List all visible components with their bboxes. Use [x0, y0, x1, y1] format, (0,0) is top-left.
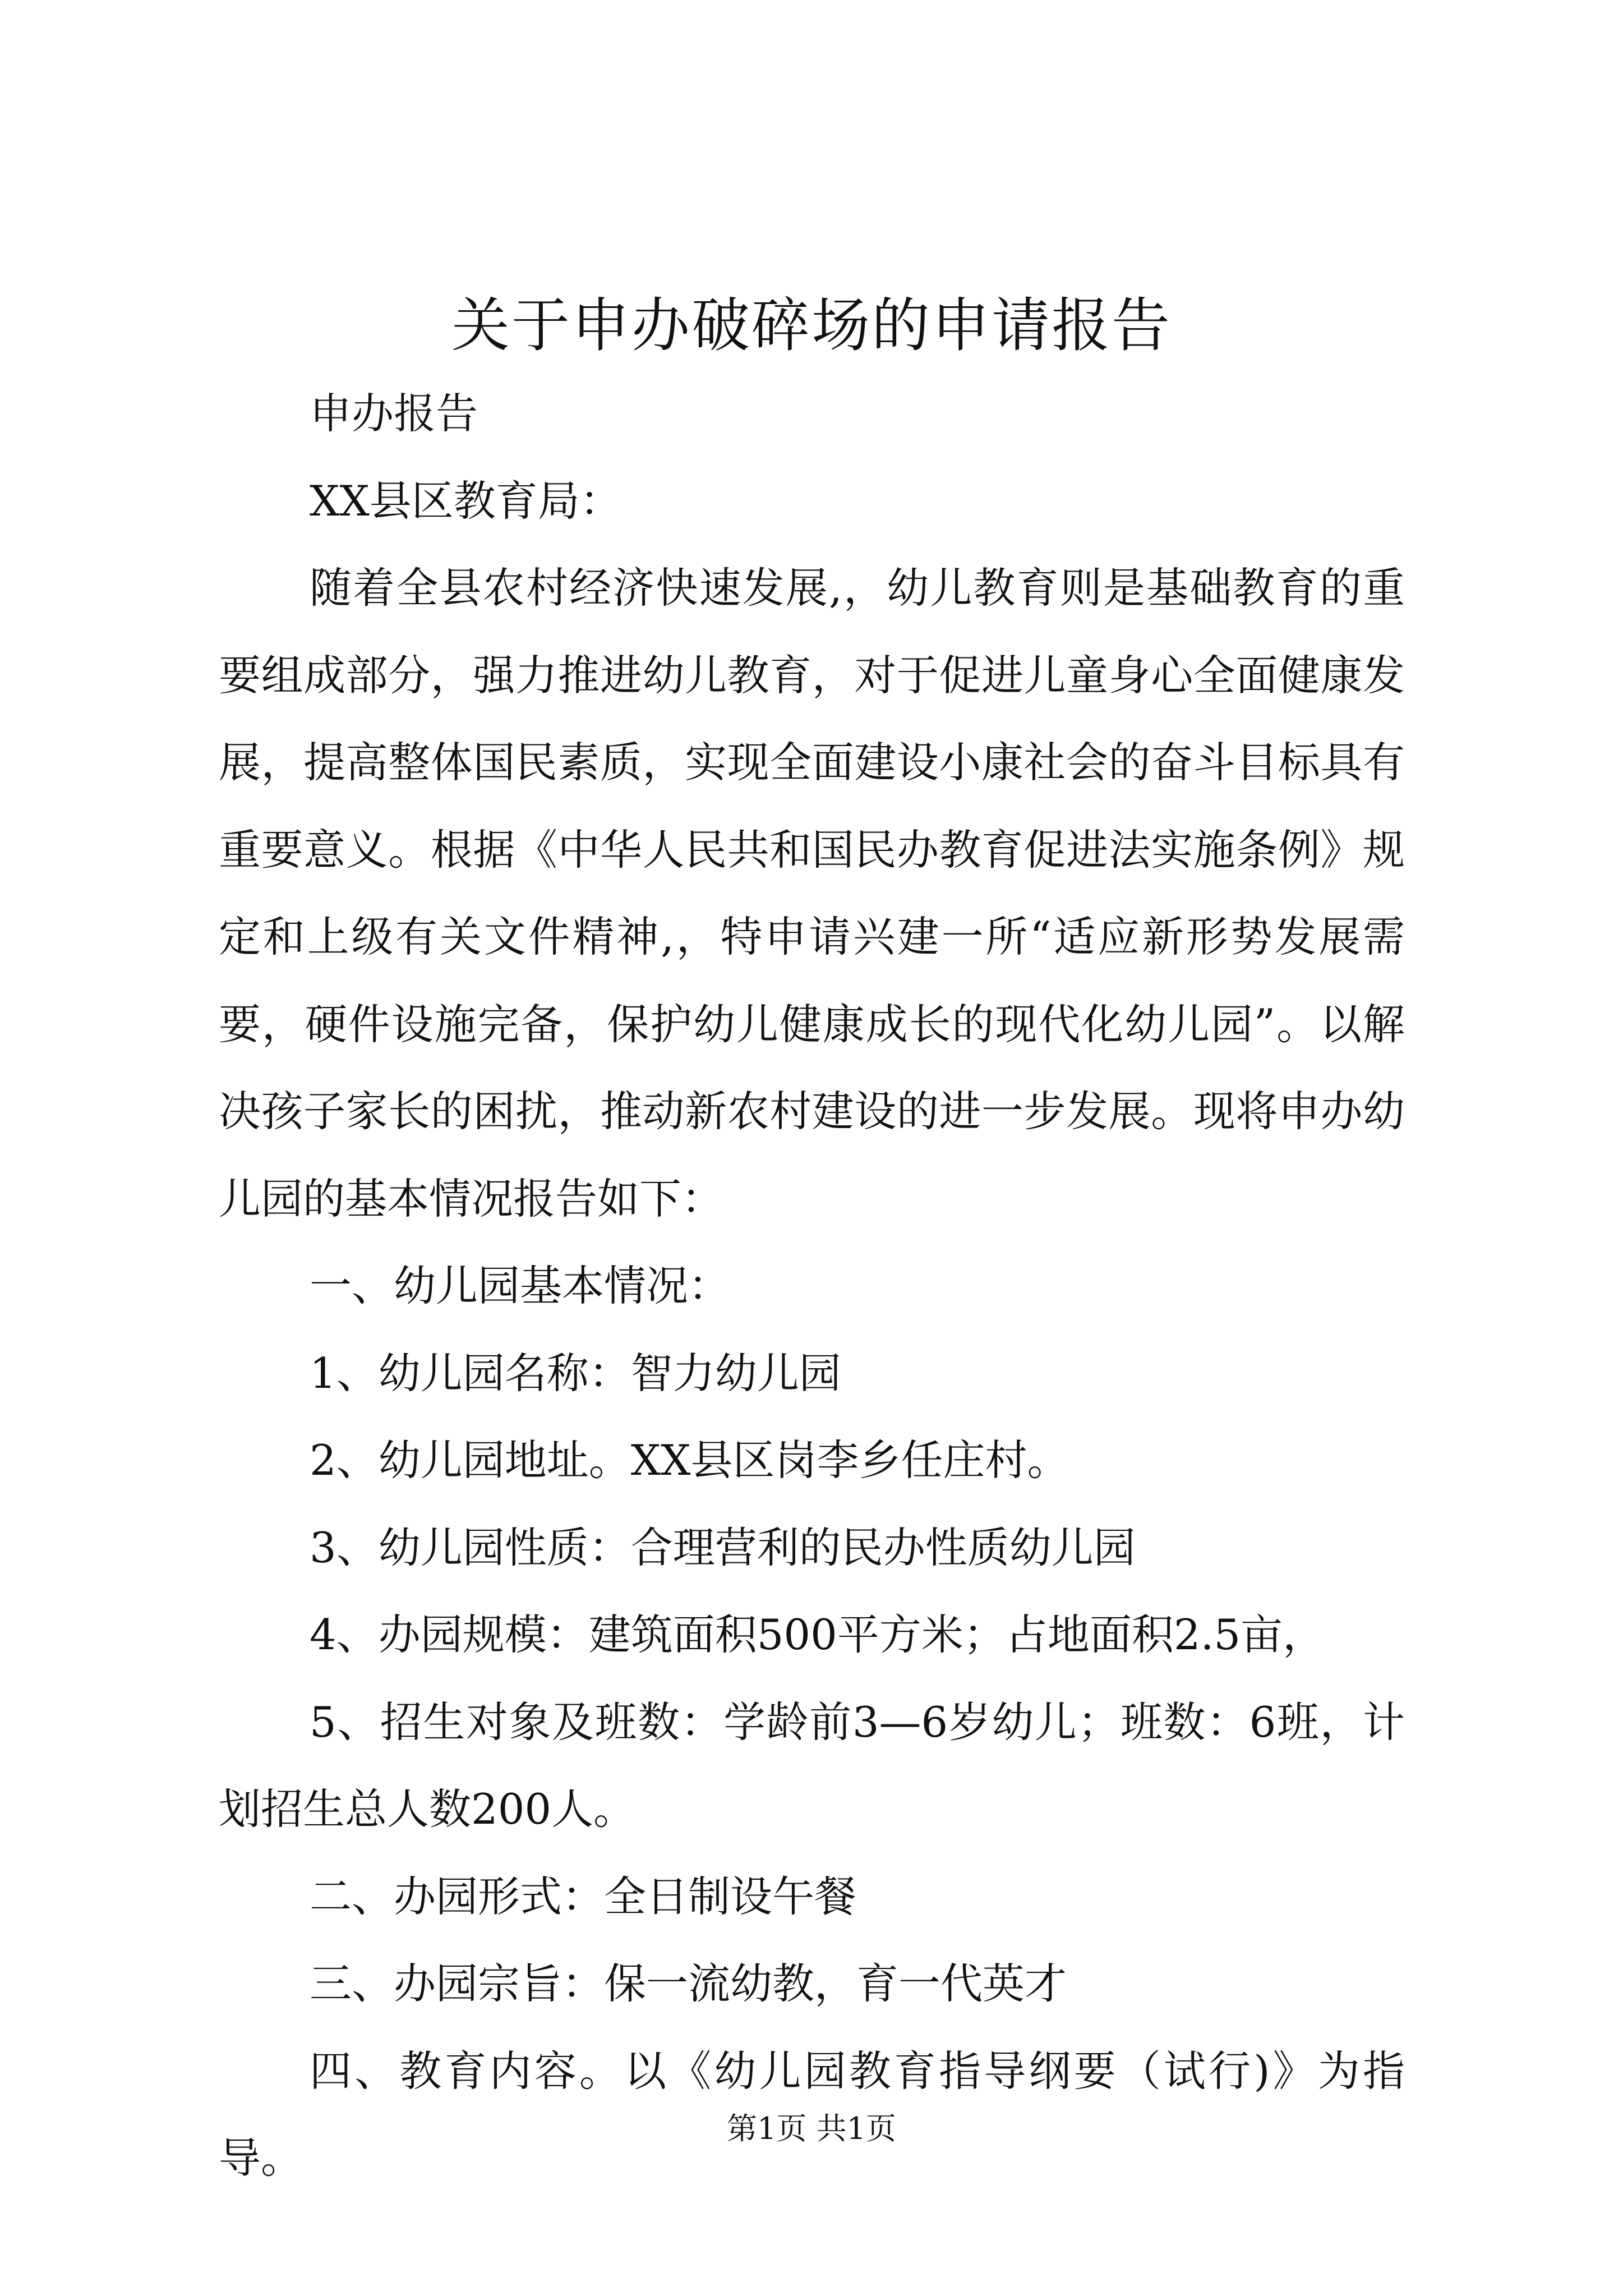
paragraph-salutation-heading: 申办报告 — [310, 389, 478, 438]
page-footer: 第1页 共1页 — [727, 2111, 896, 2146]
paragraph-item-4: 4、办园规模：建筑面积500平方米；占地面积2.5亩， — [310, 1610, 1325, 1659]
paragraph-section-1-heading: 一、幼儿园基本情况： — [310, 1261, 731, 1310]
paragraph-item-2: 2、幼儿园地址。XX县区岗李乡任庄村。 — [310, 1435, 1069, 1485]
paragraph-item-3: 3、幼儿园性质：合理营利的民办性质幼儿园 — [310, 1522, 1136, 1572]
paragraph-introduction: 随着全县农村经济快速发展,，幼儿教育则是基础教育的重要组成部分，强力推进幼儿教育，对于促进儿童身心全面健康发展，提高整体国民素质，实现全面建设小康社会的奋斗目标具有重要意义。根据《中华人民共和国民办教育促进法实施条例》规定和上级有关文件精神,，特申请兴建一所“适应新形势发展需要，硬件设施完备，保护幼儿健康成长的现代化幼儿园”。以解决孩子家长的困扰，推动新农村建设的进一步发展。现将申办幼儿园的基本情况报告如下： — [219, 563, 1405, 1223]
document-title: 关于申办破碎场的申请报告 — [451, 291, 1172, 360]
paragraph-section-2: 二、办园形式：全日制设午餐 — [310, 1871, 857, 1921]
paragraph-section-4: 四、教育内容。以《幼儿园教育指导纲要（试行)》为指导。 — [219, 2046, 1405, 2183]
paragraph-item-5: 5、招生对象及班数：学龄前3—6岁幼儿；班数：6班，计划招生总人数200人。 — [219, 1697, 1405, 1834]
paragraph-item-1: 1、幼儿园名称：智力幼儿园 — [310, 1348, 841, 1398]
paragraph-recipient: XX县区教育局： — [310, 476, 622, 526]
document-body — [219, 370, 1405, 2202]
paragraph-section-3: 三、办园宗旨：保一流幼教，育一代英才 — [310, 1959, 1067, 2008]
